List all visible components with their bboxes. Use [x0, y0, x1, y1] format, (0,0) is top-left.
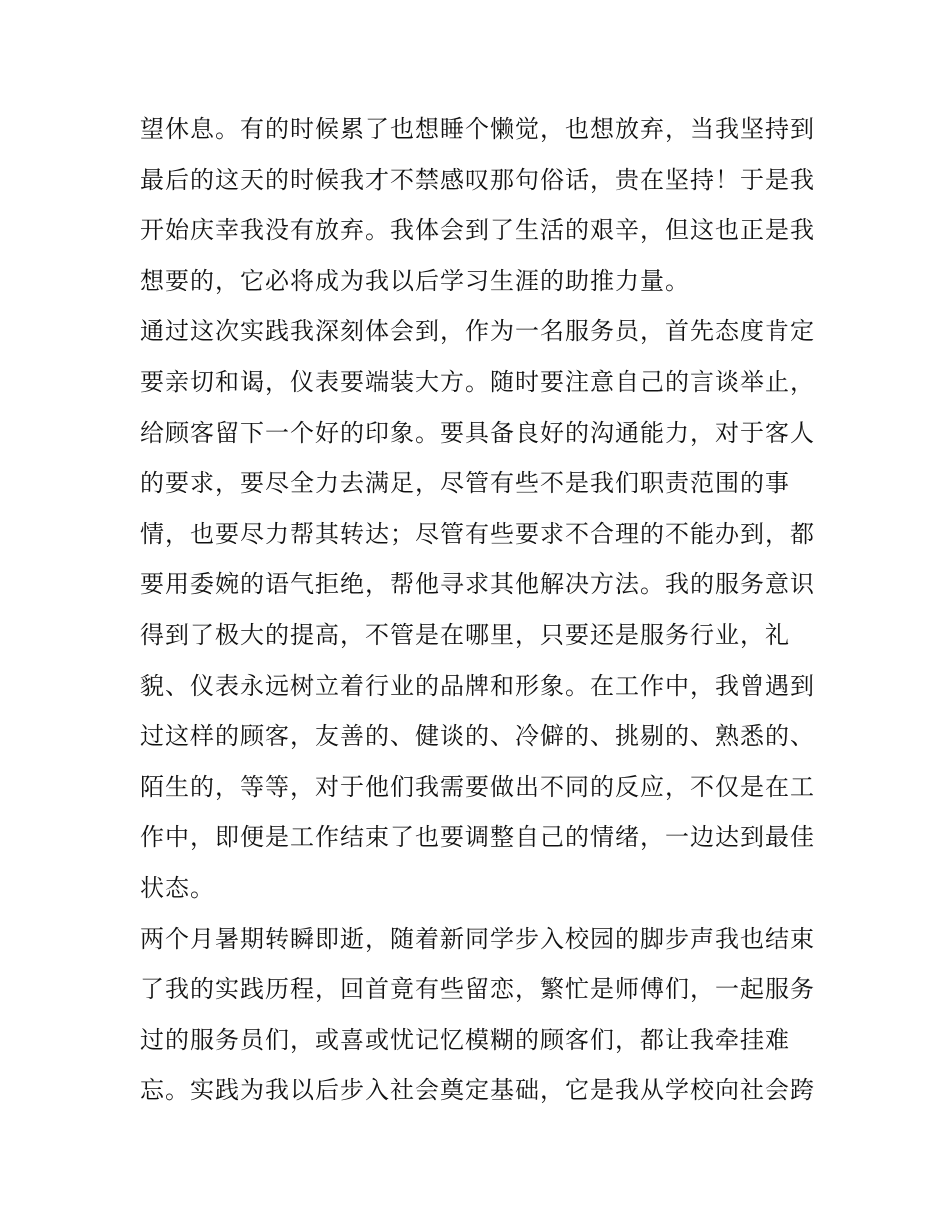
text-line: 的要求，要尽全力去满足，尽管有些不是我们职责范围的事	[140, 469, 790, 498]
text-line: 通过这次实践我深刻体会到，作为一名服务员，首先态度肯定	[140, 317, 815, 346]
text-line: 要用委婉的语气拒绝，帮他寻求其他解决方法。我的服务意识	[140, 570, 815, 599]
text-line: 望休息。有的时候累了也想睡个懒觉，也想放弃，当我坚持到	[140, 115, 815, 143]
text-line: 状态。	[140, 873, 215, 902]
text-line: 两个月暑期转瞬即逝，随着新同学步入校园的脚步声我也结束	[140, 924, 815, 953]
text-line: 想要的，它必将成为我以后学习生涯的助推力量。	[140, 266, 690, 295]
text-line: 过的服务员们，或喜或忧记忆模糊的顾客们，都让我牵挂难	[140, 1025, 790, 1054]
text-line: 最后的这天的时候我才不禁感叹那句俗话，贵在坚持！于是我	[140, 165, 815, 194]
text-line: 过这样的顾客，友善的、健谈的、冷僻的、挑剔的、熟悉的、	[140, 722, 815, 751]
text-line: 陌生的，等等，对于他们我需要做出不同的反应，不仅是在工	[140, 772, 815, 801]
text-line: 情，也要尽力帮其转达；尽管有些要求不合理的不能办到，都	[140, 519, 815, 548]
text-line: 作中，即便是工作结束了也要调整自己的情绪，一边达到最佳	[140, 823, 815, 852]
text-line: 忘。实践为我以后步入社会奠定基础，它是我从学校向社会跨	[140, 1076, 815, 1105]
text-line: 得到了极大的提高，不管是在哪里，只要还是服务行业，礼	[140, 620, 790, 649]
text-line: 要亲切和谒，仪表要端装大方。随时要注意自己的言谈举止，	[140, 367, 815, 396]
text-line: 了我的实践历程，回首竟有些留恋，繁忙是师傅们，一起服务	[140, 975, 815, 1004]
body-text	[140, 104, 820, 1116]
text-line: 给顾客留下一个好的印象。要具备良好的沟通能力，对于客人	[140, 418, 815, 447]
text-line: 开始庆幸我没有放弃。我体会到了生活的艰辛，但这也正是我	[140, 216, 815, 245]
text-line: 貌、仪表永远树立着行业的品牌和形象。在工作中，我曾遇到	[140, 671, 815, 700]
